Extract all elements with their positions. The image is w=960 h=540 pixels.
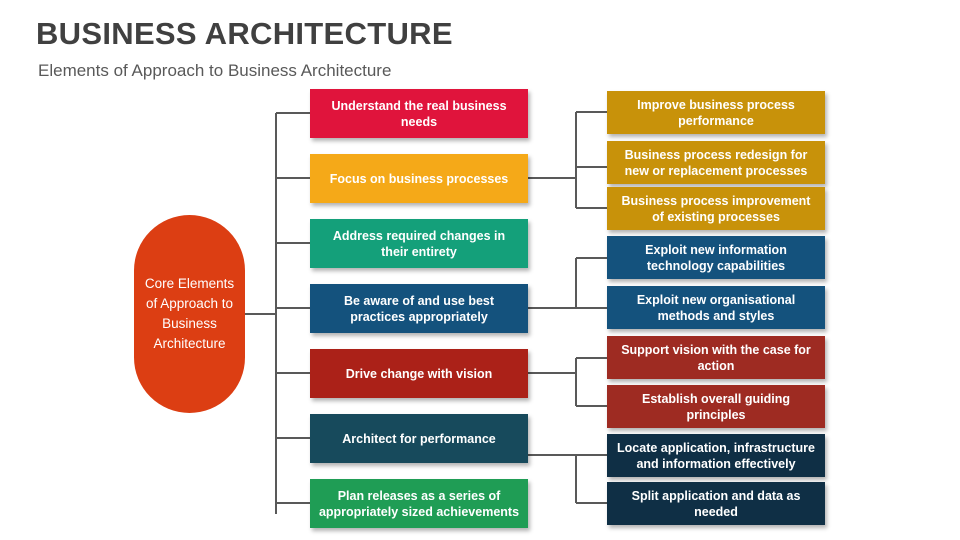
- leaf-box-improve-process-performance[interactable]: Improve business process performance: [607, 91, 825, 134]
- leaf-box-exploit-it-capabilities[interactable]: Exploit new information technology capabilities: [607, 236, 825, 279]
- branch-box-focus-processes[interactable]: Focus on business processes: [310, 154, 528, 203]
- leaf-box-support-vision[interactable]: Support vision with the case for action: [607, 336, 825, 379]
- branch-box-plan-releases[interactable]: Plan releases as a series of appropriately sized achievements: [310, 479, 528, 528]
- branch-box-architect-performance[interactable]: Architect for performance: [310, 414, 528, 463]
- page-title: BUSINESS ARCHITECTURE: [36, 16, 453, 51]
- leaf-box-process-redesign[interactable]: Business process redesign for new or replacement processes: [607, 141, 825, 184]
- branch-box-drive-change[interactable]: Drive change with vision: [310, 349, 528, 398]
- page-subtitle: Elements of Approach to Business Architecture: [38, 61, 392, 80]
- core-node: Core Elements of Approach to Business Architecture: [134, 215, 245, 413]
- branch-box-understand-needs[interactable]: Understand the real business needs: [310, 89, 528, 138]
- leaf-box-locate-application[interactable]: Locate application, infrastructure and information effectively: [607, 434, 825, 477]
- branch-box-best-practices[interactable]: Be aware of and use best practices appropriately: [310, 284, 528, 333]
- leaf-box-guiding-principles[interactable]: Establish overall guiding principles: [607, 385, 825, 428]
- leaf-box-exploit-org-methods[interactable]: Exploit new organisational methods and styles: [607, 286, 825, 329]
- leaf-box-split-application[interactable]: Split application and data as needed: [607, 482, 825, 525]
- branch-box-address-changes[interactable]: Address required changes in their entirety: [310, 219, 528, 268]
- leaf-box-process-improvement[interactable]: Business process improvement of existing processes: [607, 187, 825, 230]
